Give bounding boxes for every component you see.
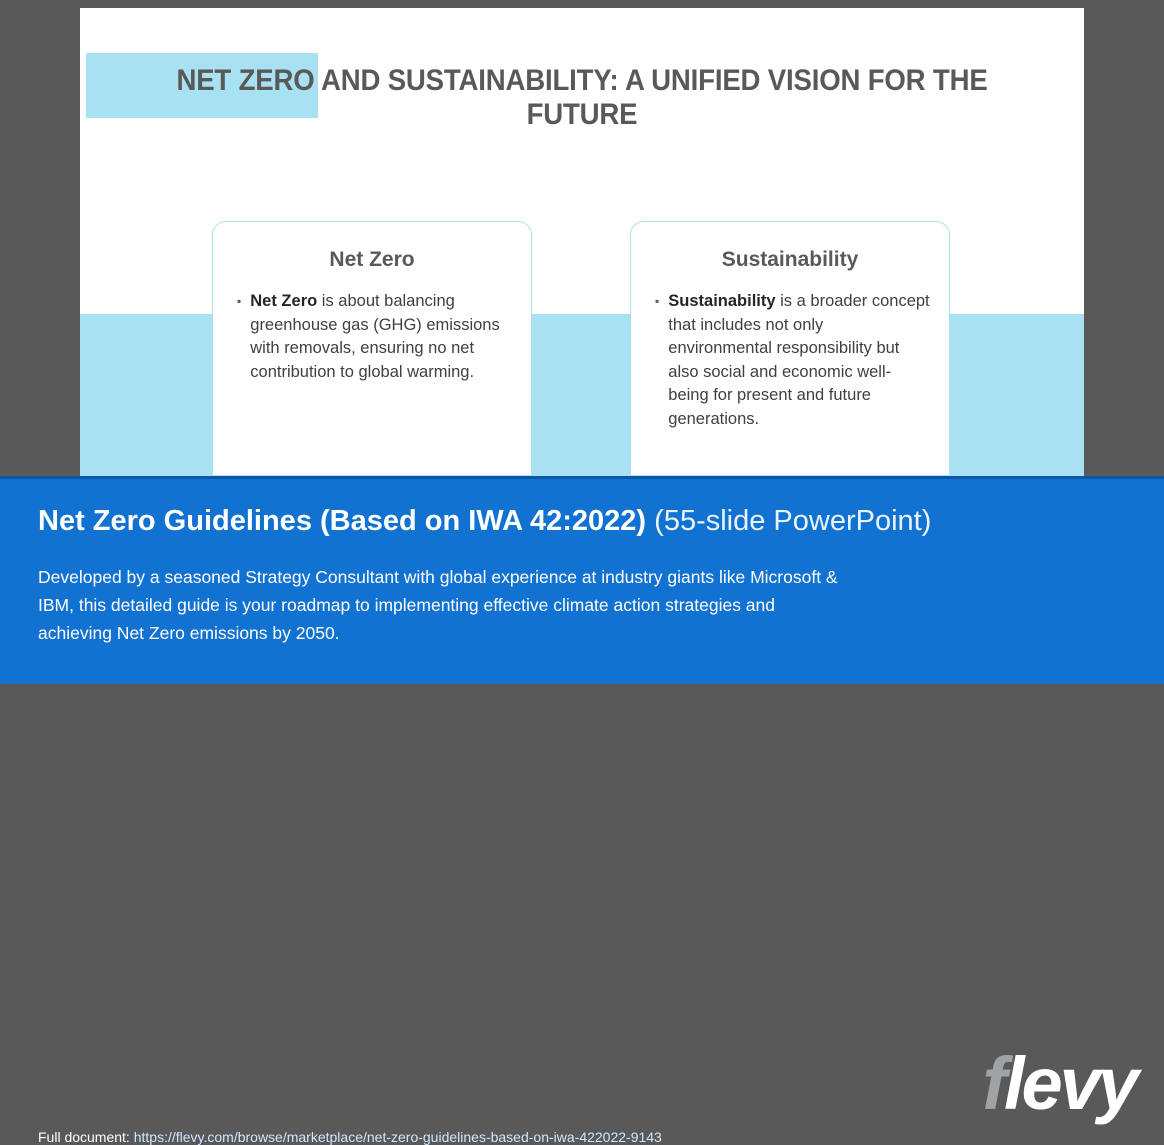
card-heading: Sustainability bbox=[721, 248, 859, 271]
document-description: Developed by a seasoned Strategy Consultant with global experience at industry giants like Microsoft & IBM, this detailed guide is your roadmap to implementing effective climate action strategies and achieving Net Zero emissions by 2050. bbox=[38, 567, 838, 643]
bullet-square-icon: ▪ bbox=[237, 294, 242, 308]
document-title-main: Net Zero Guidelines (Based on IWA 42:2022) bbox=[38, 505, 647, 537]
document-link-url[interactable]: https://flevy.com/browse/marketplace/net-zero-guidelines-based-on-iwa-422022-9143 bbox=[133, 1129, 662, 1145]
document-title bbox=[38, 505, 931, 538]
card-bullet bbox=[237, 290, 513, 384]
bullet-lead-term: Sustainability bbox=[668, 292, 776, 310]
concept-card-net-zero bbox=[212, 221, 532, 476]
document-link-label: Full document: bbox=[38, 1129, 130, 1145]
card-bullet bbox=[655, 290, 931, 431]
page-title: NET ZERO AND SUSTAINABILITY: A UNIFIED VISION FOR THE FUTURE bbox=[176, 64, 988, 131]
bullet-text bbox=[668, 290, 931, 431]
flevy-promo-banner bbox=[0, 476, 1164, 1145]
bullet-square-icon: ▪ bbox=[655, 294, 660, 308]
card-heading: Net Zero bbox=[329, 248, 415, 271]
bullet-body: is a broader concept that includes not only environmental responsibility but also social and economic well-being for present and future generations. bbox=[668, 292, 930, 428]
flevy-logo-levy: levy bbox=[1003, 1042, 1136, 1125]
concept-card-sustainability bbox=[630, 221, 950, 476]
flevy-logo[interactable] bbox=[982, 1042, 1136, 1125]
slide-canvas bbox=[80, 8, 1084, 476]
bullet-body: is about balancing greenhouse gas (GHG) emissions with removals, ensuring no net contribution to global warming. bbox=[250, 292, 500, 381]
bullet-lead-term: Net Zero bbox=[250, 292, 318, 310]
flevy-logo-f: f bbox=[982, 1042, 1004, 1125]
document-link[interactable] bbox=[38, 1129, 662, 1145]
bullet-text bbox=[250, 290, 513, 384]
document-slide-count: (55-slide PowerPoint) bbox=[654, 505, 932, 537]
